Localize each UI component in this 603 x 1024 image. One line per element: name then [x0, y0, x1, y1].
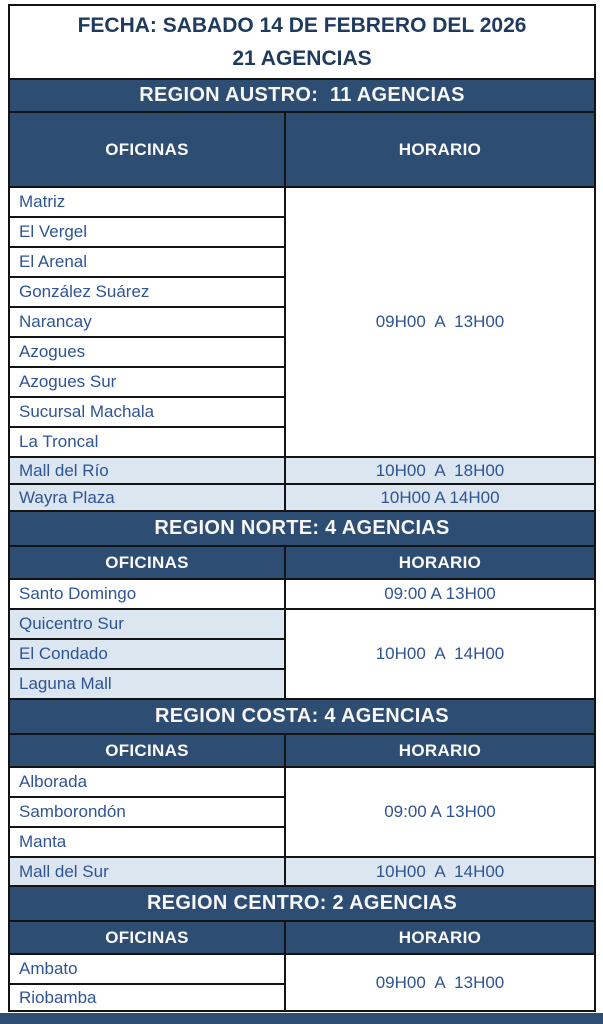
horario-austro-main: 09H00 A 13H00 [285, 187, 595, 457]
horario-norte-group: 10H00 A 14H00 [285, 609, 595, 699]
region-band-centro: REGION CENTRO: 2 AGENCIAS [9, 886, 595, 921]
office-santo-domingo: Santo Domingo [9, 579, 285, 609]
column-header-horario-norte: HORARIO [285, 546, 595, 579]
title-date: FECHA: SABADO 14 DE FEBRERO DEL 2026 [77, 14, 527, 37]
column-header-oficinas-norte: OFICINAS [9, 546, 285, 579]
office-mall-del-rio: Mall del Río [9, 457, 285, 484]
office-laguna-mall: Laguna Mall [9, 669, 285, 699]
office-el-arenal: El Arenal [9, 247, 285, 277]
office-matriz: Matriz [9, 187, 285, 217]
column-header-row-costa [9, 734, 595, 767]
page-title [9, 5, 595, 79]
office-narancay: Narancay [9, 307, 285, 337]
office-mall-del-sur: Mall del Sur [9, 857, 285, 886]
office-row [9, 857, 595, 886]
office-gonzalez-suarez: González Suárez [9, 277, 285, 307]
column-header-row-austro [9, 112, 595, 187]
bottom-blue-strip [0, 1013, 603, 1024]
office-alborada: Alborada [9, 767, 285, 797]
title-agency-count: 21 AGENCIAS [232, 47, 372, 70]
horario-mall-del-sur: 10H00 A 14H00 [285, 857, 595, 886]
region-band-row-norte [9, 511, 595, 546]
office-la-troncal: La Troncal [9, 427, 285, 457]
region-band-austro: REGION AUSTRO: 11 AGENCIAS [9, 79, 595, 112]
office-row [9, 484, 595, 511]
region-band-norte: REGION NORTE: 4 AGENCIAS [9, 511, 595, 546]
column-header-oficinas-austro: OFICINAS [9, 112, 285, 187]
office-row [9, 767, 595, 797]
office-riobamba: Riobamba [9, 984, 285, 1011]
title-row [9, 5, 595, 79]
region-band-row-austro [9, 79, 595, 112]
horario-costa-main: 09:00 A 13H00 [285, 767, 595, 857]
column-header-oficinas-costa: OFICINAS [9, 734, 285, 767]
column-header-oficinas-centro: OFICINAS [9, 921, 285, 954]
office-samborondon: Samborondón [9, 797, 285, 827]
schedule-table [8, 4, 596, 1012]
office-azogues: Azogues [9, 337, 285, 367]
column-header-horario-austro: HORARIO [285, 112, 595, 187]
region-band-costa: REGION COSTA: 4 AGENCIAS [9, 699, 595, 734]
horario-santo-domingo: 09:00 A 13H00 [285, 579, 595, 609]
office-row [9, 954, 595, 984]
horario-mall-del-rio: 10H00 A 18H00 [285, 457, 595, 484]
schedule-table-container [8, 4, 596, 1012]
column-header-row-centro [9, 921, 595, 954]
office-el-vergel: El Vergel [9, 217, 285, 247]
horario-centro-main: 09H00 A 13H00 [285, 954, 595, 1011]
office-row [9, 609, 595, 639]
column-header-horario-costa: HORARIO [285, 734, 595, 767]
office-row [9, 457, 595, 484]
office-el-condado: El Condado [9, 639, 285, 669]
office-sucursal-machala: Sucursal Machala [9, 397, 285, 427]
column-header-row-norte [9, 546, 595, 579]
office-wayra-plaza: Wayra Plaza [9, 484, 285, 511]
region-band-row-centro [9, 886, 595, 921]
office-row [9, 187, 595, 217]
office-manta: Manta [9, 827, 285, 857]
column-header-horario-centro: HORARIO [285, 921, 595, 954]
office-quicentro-sur: Quicentro Sur [9, 609, 285, 639]
office-azogues-sur: Azogues Sur [9, 367, 285, 397]
office-row [9, 579, 595, 609]
office-ambato: Ambato [9, 954, 285, 984]
horario-wayra-plaza: 10H00 A 14H00 [285, 484, 595, 511]
region-band-row-costa [9, 699, 595, 734]
